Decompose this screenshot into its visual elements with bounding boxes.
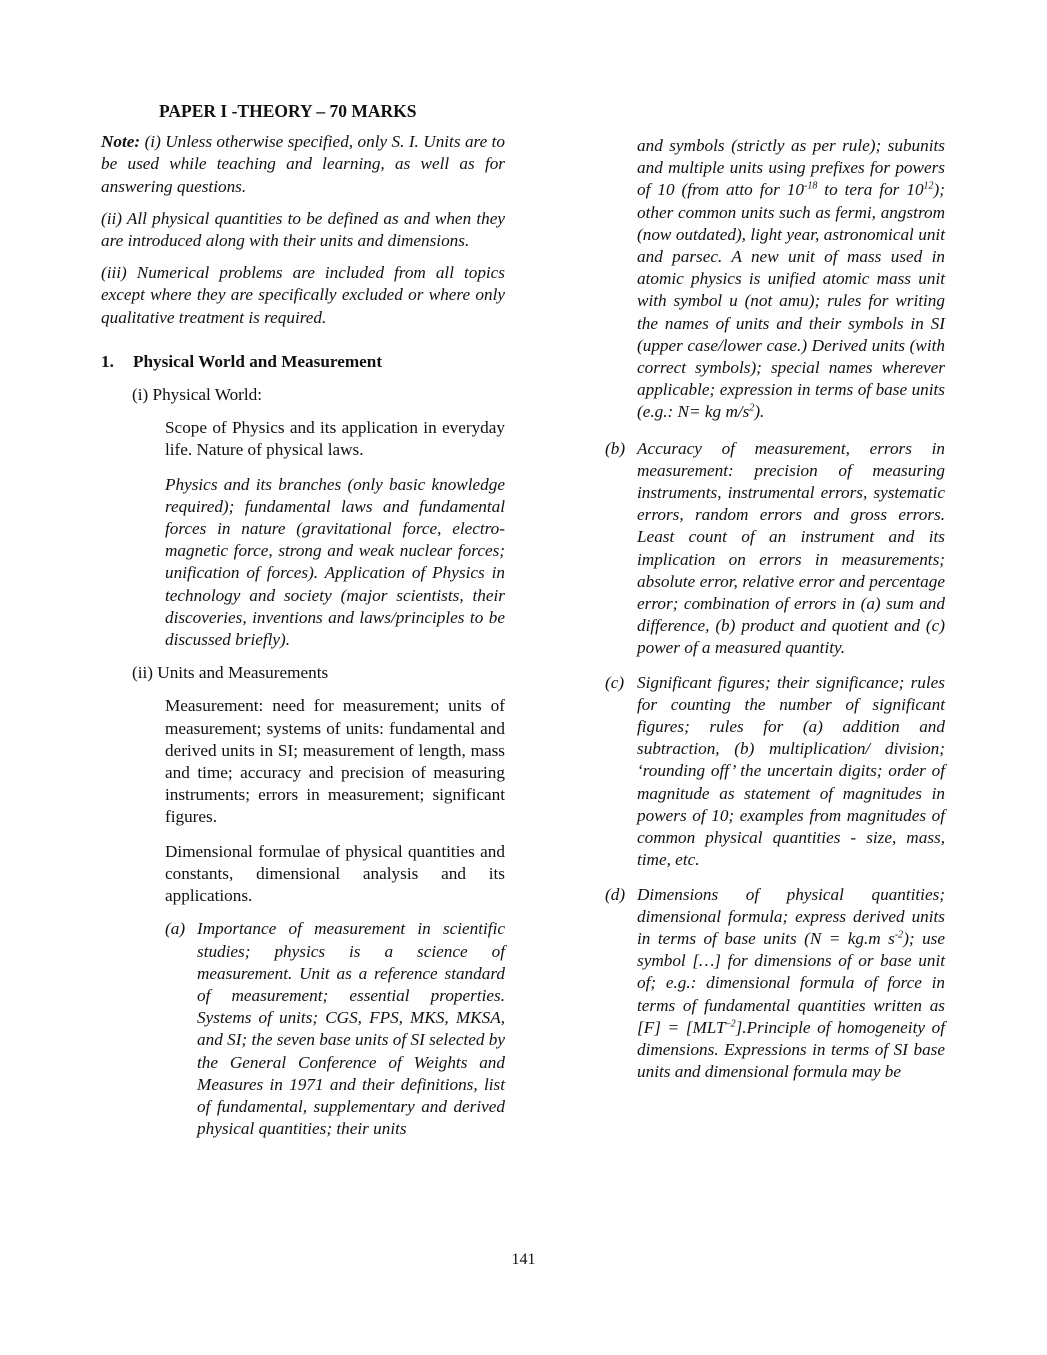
notes bbox=[101, 131, 505, 329]
note-label: Note: bbox=[101, 132, 141, 152]
subsection-physical-world: (i) Physical World: bbox=[132, 385, 263, 405]
left-column bbox=[101, 100, 505, 1140]
section-number: 1. bbox=[101, 351, 114, 371]
section-heading bbox=[101, 351, 505, 373]
item-label: (b) bbox=[605, 438, 626, 458]
list-item-a-continuation bbox=[637, 135, 945, 424]
physical-world-para-1: Scope of Physics and its application in everyday life. Nature of physical laws. bbox=[165, 418, 505, 460]
item-text: Accuracy of measurement, errors in measurement: precision of measuring instruments, instrumental errors, systematic errors, random errors and gross errors. Least count of an instrument and its implication on errors in measurements; absolute error, relative error and percentage error; combination of errors in (a) sum and difference, (b) product and quotient and (c) power of a measured quantity. bbox=[637, 438, 945, 658]
item-d-text-b: ); use symbol […] for dimensions of or base unit of; e.g.: dimensional formula of force in terms of fundamental quantities written as [F] = [MLT bbox=[637, 928, 945, 1037]
item-d-sup-b: –2 bbox=[725, 1017, 736, 1029]
list-item-b bbox=[605, 438, 945, 660]
page-title: PAPER I -THEORY – 70 MARKS bbox=[159, 101, 417, 121]
note-1 bbox=[101, 131, 505, 198]
item-label: (c) bbox=[605, 672, 625, 692]
page-number: 141 bbox=[511, 1251, 536, 1268]
cont-text-1: and symbols (strictly as per rule); subunits and multiple units using prefixes for powers of 10 (from atto for 10 bbox=[637, 136, 945, 200]
note-3: (iii) Numerical problems are included from all topics except where they are specifically excluded or where only qualitative treatment is required. bbox=[101, 263, 505, 327]
cont-sup-1: -18 bbox=[803, 180, 818, 192]
cont-text-3: ); other common units such as fermi, angstrom (now outdated), light year, astronomical unit and parsec. A new unit of mass used in atomic physics is unified atomic mass unit with symbol u (not amu); rules for writing the names of units and their symbols in SI (upper case/lower case.) Derived units (with correct symbols); special names wherever applicable; expression in terms of base units (e.g.: N= kg m/s bbox=[637, 180, 945, 422]
subsection-units-measurements: (ii) Units and Measurements bbox=[132, 663, 329, 683]
units-para-1: Measurement: need for measurement; units of measurement; systems of units: fundamental and derived units in SI; measurement of length, mass and time; accuracy and precision of measuring instruments; errors in measurement; significant figures. bbox=[165, 696, 505, 827]
list-item-d bbox=[605, 884, 945, 1084]
item-d-text-c: ].Principle of homogeneity of dimensions. Expressions in terms of SI base units and dimensional formula may be bbox=[637, 1017, 946, 1082]
section-title: Physical World and Measurement bbox=[133, 351, 383, 371]
list-item-c bbox=[605, 672, 945, 872]
item-text: Importance of measurement in scientific studies; physics is a science of measurement. Unit as a reference standard of measurement; essential properties. Systems of units; CGS, FPS, MKS, MKSA, and SI; the seven base units of SI selected by the General Conference of Weights and Measures in 1971 and their definitions, list of fundamental, supplementary and derived physical quantities; their units bbox=[197, 919, 505, 1139]
item-label: (d) bbox=[605, 884, 626, 904]
item-text bbox=[637, 884, 945, 1084]
note-2: (ii) All physical quantities to be defined as and when they are introduced along with their units and dimensions. bbox=[101, 208, 505, 251]
list-item-a bbox=[165, 918, 505, 1140]
item-d-sup-a: -2 bbox=[894, 929, 904, 941]
right-column bbox=[605, 135, 945, 1083]
note-1-text: (i) Unless otherwise specified, only S. I. Units are to be used while teaching and learning, as well as for answering questions. bbox=[101, 132, 506, 196]
units-para-2: Dimensional formulae of physical quantities and constants, dimensional analysis and its applications. bbox=[165, 841, 505, 906]
cont-sup-2: 12 bbox=[923, 180, 934, 192]
item-label: (a) bbox=[165, 919, 186, 939]
cont-sup-3: 2 bbox=[749, 402, 755, 414]
item-text: Significant figures; their significance; rules for counting the number of significant figures; rules for (a) addition and subtraction, (b) multiplication/ division; ‘rounding off’ the uncertain digits; order of magnitude as statement of magnitudes in powers of 10; examples from magnitudes of common physical quantities - size, mass, time, etc. bbox=[637, 672, 945, 870]
cont-text-2: to tera for 10 bbox=[817, 180, 924, 200]
item-d-text-a: Dimensions of physical quantities; dimensional formula; express derived units in terms of base units (N = kg.m s bbox=[637, 884, 945, 948]
physical-world-para-2: Physics and its branches (only basic knowledge required); fundamental laws and fundamental forces in nature (gravitational force, electro-magnetic force, strong and weak nuclear forces; unification of forces). Application of Physics in technology and society (major scientists, their discoveries, inventions and laws/principles to be discussed briefly). bbox=[165, 474, 505, 650]
cont-text-4: ). bbox=[754, 402, 765, 422]
